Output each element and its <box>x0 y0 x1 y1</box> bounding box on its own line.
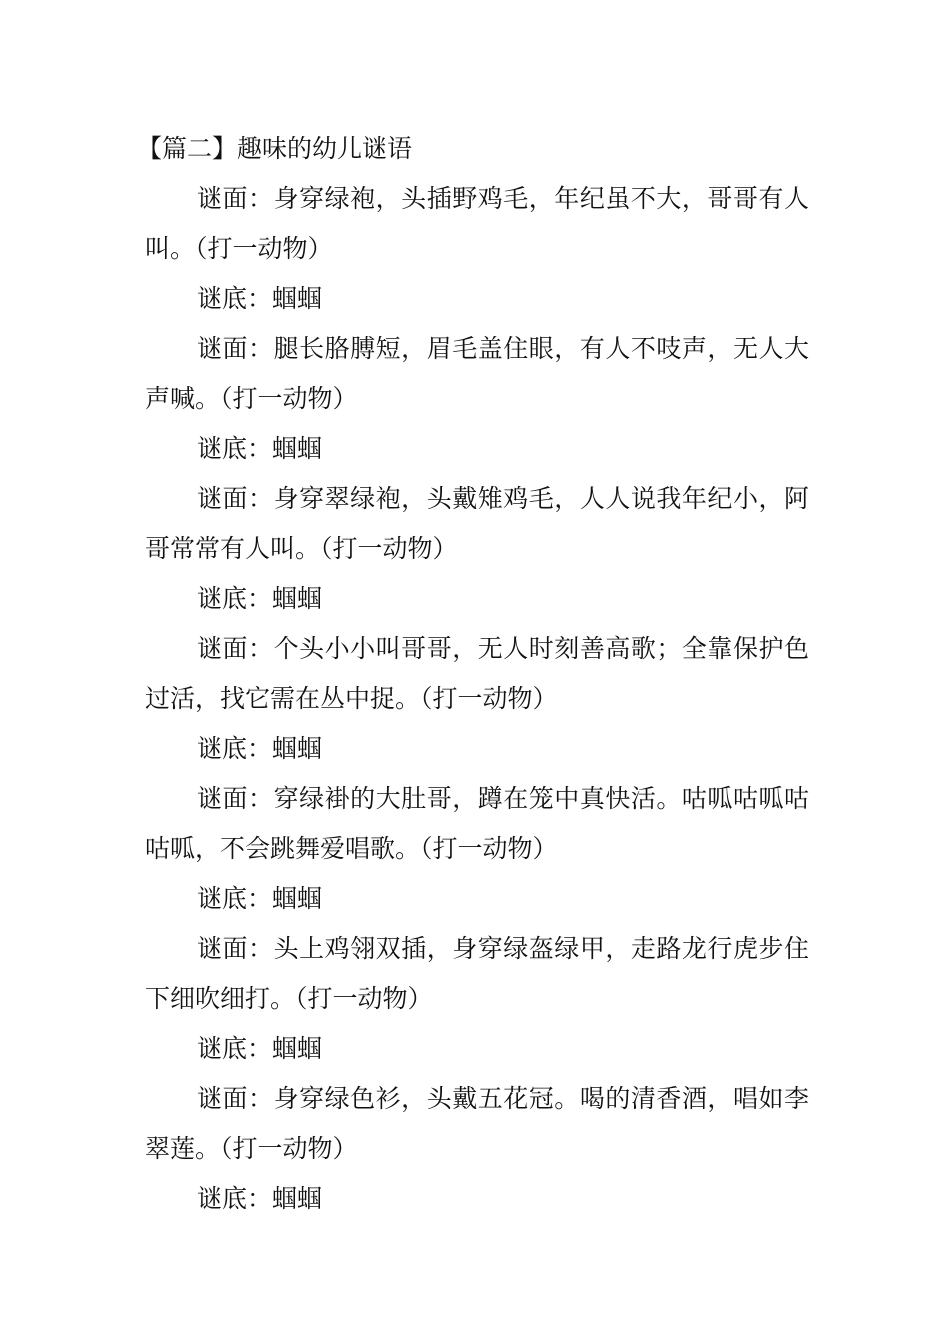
riddle-question: 谜面：身穿翠绿袍，头戴雉鸡毛，人人说我年纪小，阿哥常常有人叫。（打一动物） <box>145 484 809 563</box>
riddle-answer: 谜底：蝈蝈 <box>197 284 323 313</box>
riddle-answer: 谜底：蝈蝈 <box>197 434 323 463</box>
section-title: 【篇二】趣味的幼儿谜语 <box>137 134 413 163</box>
riddle-question: 谜面：穿绿褂的大肚哥，蹲在笼中真快活。咕呱咕呱咕咕呱，不会跳舞爱唱歌。（打一动物） <box>145 784 809 863</box>
riddle-question: 谜面：身穿绿袍，头插野鸡毛，年纪虽不大，哥哥有人叫。（打一动物） <box>145 184 809 263</box>
riddle-question: 谜面：腿长胳膊短，眉毛盖住眼，有人不吱声，无人大声喊。（打一动物） <box>145 334 809 413</box>
riddle-answer: 谜底：蝈蝈 <box>197 734 323 763</box>
riddle-question: 谜面：个头小小叫哥哥，无人时刻善高歌；全靠保护色过活，找它需在丛中捉。（打一动物） <box>145 634 809 713</box>
document-body <box>137 124 809 1224</box>
riddle-answer: 谜底：蝈蝈 <box>197 1184 323 1213</box>
riddle-answer: 谜底：蝈蝈 <box>197 584 323 613</box>
riddle-question: 谜面：身穿绿色衫，头戴五花冠。喝的清香酒，唱如李翠莲。（打一动物） <box>145 1084 809 1163</box>
riddle-answer: 谜底：蝈蝈 <box>197 1034 323 1063</box>
riddle-question: 谜面：头上鸡翎双插，身穿绿盔绿甲，走路龙行虎步住下细吹细打。（打一动物） <box>145 934 809 1013</box>
riddle-answer: 谜底：蝈蝈 <box>197 884 323 913</box>
